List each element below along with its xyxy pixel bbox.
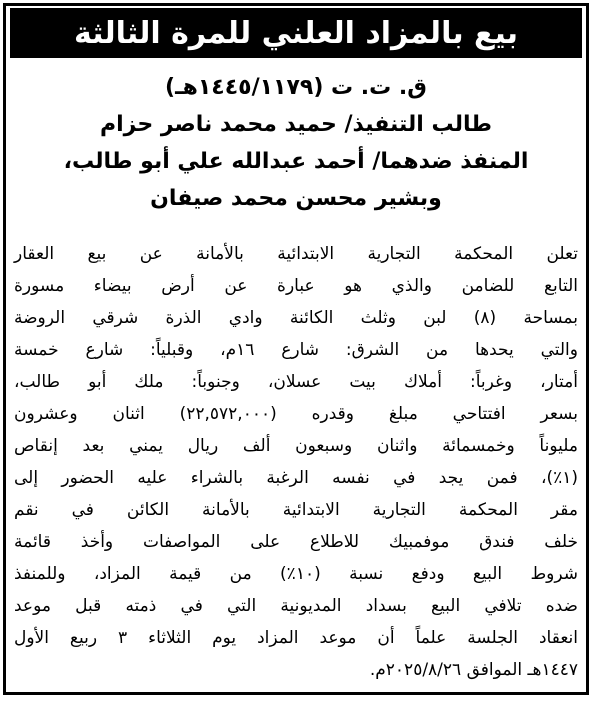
respondent-line-1: المنفذ ضدهما/ أحمد عبدالله علي أبو طالب، bbox=[63, 149, 529, 174]
body-line: مليوناً وخمسمائة واثنان وسبعون ألف ريال يمني بعد إنقاص bbox=[14, 436, 578, 456]
body-line: انعقاد الجلسة علماً أن موعد المزاد يوم الثلاثاء ٣ ربيع الأول bbox=[14, 628, 578, 648]
body-line: خلف فندق موفمبيك للاطلاع على المواصفات وأخذ قائمة bbox=[14, 532, 578, 552]
body-line: والتي يحدها من الشرق: شارع ١٦م، وقبلياً: شارع خمسة bbox=[14, 340, 578, 360]
body-line: ضده تلافي البيع بسداد المديونية التي في ذمته قبل موعد bbox=[14, 596, 578, 616]
claimant-line: طالب التنفيذ/ حميد محمد ناصر حزام bbox=[99, 112, 493, 137]
body-line: بسعر افتتاحي مبلغ وقدره (٢٢,٥٧٢,٠٠٠) اثنان وعشرون bbox=[14, 404, 579, 424]
body-line: مقر المحكمة التجارية الابتدائية بالأمانة الكائن في نقم bbox=[14, 500, 578, 520]
case-number: ق. ت. ت (١٤٤٥/١١٧٩هـ) bbox=[165, 75, 427, 100]
body-line: تعلن المحكمة التجارية الابتدائية بالأمانة عن بيع العقار bbox=[14, 244, 578, 264]
body-line: (١٪)، فمن يجد في نفسه الرغبة بالشراء عليه الحضور إلى bbox=[14, 468, 578, 488]
body-line: بمساحة (٨) لبن وثلث الكائنة وادي الذرة شرقي الروضة bbox=[14, 308, 578, 328]
body-line: التابع للضامن والذي هو عبارة عن أرض بيضاء مسورة bbox=[14, 276, 578, 296]
case-header bbox=[10, 69, 582, 217]
body-line-last: ١٤٤٧هـ الموافق ٢٠٢٥/٨/٢٦م. bbox=[369, 660, 578, 680]
respondent-line-2: وبشير محسن محمد صيفان bbox=[150, 186, 442, 211]
body-line: شروط البيع ودفع نسبة (١٠٪) من قيمة المزاد، وللمنفذ bbox=[14, 564, 579, 584]
notice-title: بيع بالمزاد العلني للمرة الثالثة bbox=[73, 15, 519, 51]
body-line: أمتار، وغرباً: أملاك بيت عسلان، وجنوباً: ملك أبو طالب، bbox=[14, 372, 578, 392]
auction-notice bbox=[3, 3, 589, 695]
notice-title-banner bbox=[10, 8, 582, 58]
notice-body bbox=[14, 238, 578, 686]
